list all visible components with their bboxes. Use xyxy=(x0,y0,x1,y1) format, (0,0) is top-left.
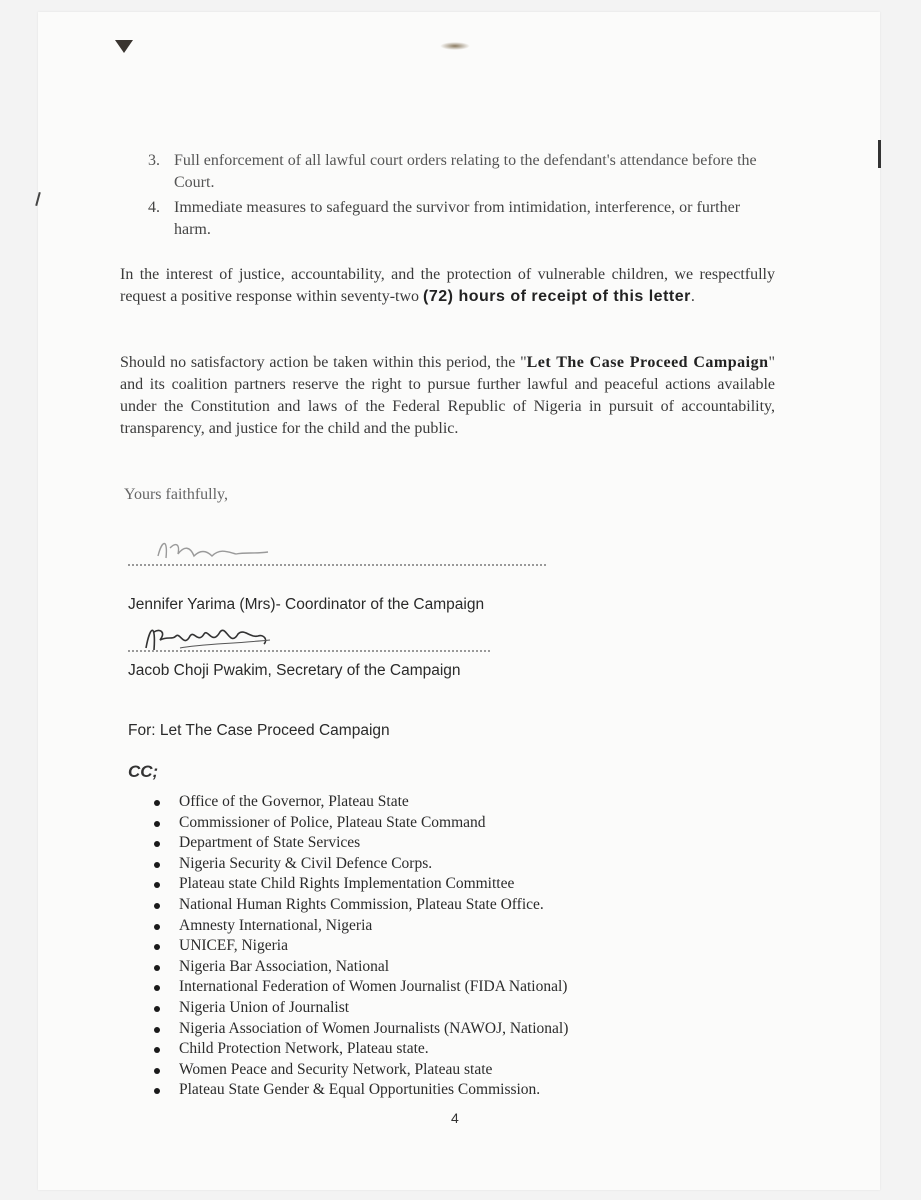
cc-item: Nigeria Union of Journalist xyxy=(152,998,672,1019)
list-item xyxy=(148,197,774,241)
signature-line xyxy=(128,564,546,566)
cc-item: UNICEF, Nigeria xyxy=(152,936,672,957)
item-number: 3. xyxy=(148,152,160,169)
for-line: For: Let The Case Proceed Campaign xyxy=(128,722,390,739)
cc-item: Plateau state Child Rights Implementation Committee xyxy=(152,874,672,895)
signatory-name: Jennifer Yarima (Mrs)- Coordinator of the Campaign xyxy=(128,596,485,613)
cc-item: Plateau State Gender & Equal Opportunities Commission. xyxy=(152,1080,672,1101)
cc-item: Department of State Services xyxy=(152,833,672,854)
closing: Yours faithfully, xyxy=(124,486,229,503)
cc-item: Nigeria Association of Women Journalists (NAWOJ, National) xyxy=(152,1019,672,1040)
request-paragraph xyxy=(120,264,775,308)
signatory-name: Jacob Choji Pwakim, Secretary of the Campaign xyxy=(128,662,461,679)
paragraph-text: In the interest of justice, accountability, and the protection of vulnerable children, we respectfully request a positive response within seventy-two xyxy=(120,266,775,305)
cc-item: Nigeria Bar Association, National xyxy=(152,957,672,978)
cc-item: Child Protection Network, Plateau state. xyxy=(152,1039,672,1060)
campaign-name: Let The Case Proceed Campaign xyxy=(526,354,769,371)
item-text: Immediate measures to safeguard the survivor from intimidation, interference, or further harm. xyxy=(174,199,741,238)
scan-edge-mark xyxy=(878,140,881,168)
signature-line xyxy=(128,650,490,652)
paragraph-bold-text: (72) hours of receipt of this letter xyxy=(423,288,691,305)
paragraph-text: Should no satisfactory action be taken within this period, the " xyxy=(120,354,527,371)
cc-item: Commissioner of Police, Plateau State Command xyxy=(152,813,672,834)
paragraph-end: . xyxy=(690,288,695,305)
signature-2 xyxy=(140,618,280,658)
cc-item: International Federation of Women Journalist (FIDA National) xyxy=(152,977,672,998)
list-item xyxy=(148,150,774,194)
cc-item: Nigeria Security & Civil Defence Corps. xyxy=(152,854,672,875)
cc-label: CC; xyxy=(128,762,159,781)
cc-item: National Human Rights Commission, Plateau State Office. xyxy=(152,895,672,916)
paragraph-text: " and its coalition partners reserve the right to pursue further lawful and peaceful actions available under the Constitution and laws of the Federal Republic of Nigeria in pursuit of accountability, transparency, and justice for the child and the public. xyxy=(120,354,776,437)
scan-smudge xyxy=(440,42,470,50)
cc-item: Women Peace and Security Network, Plateau state xyxy=(152,1060,672,1081)
item-text: Full enforcement of all lawful court orders relating to the defendant's attendance before the Court. xyxy=(174,152,757,191)
cc-item: Office of the Governor, Plateau State xyxy=(152,792,672,813)
item-number: 4. xyxy=(148,199,160,216)
warning-paragraph xyxy=(120,352,775,440)
cc-list xyxy=(152,792,672,1101)
signature-1 xyxy=(150,530,280,566)
cc-item: Amnesty International, Nigeria xyxy=(152,916,672,937)
page-number: 4 xyxy=(451,1110,459,1126)
scan-mark xyxy=(115,40,133,53)
